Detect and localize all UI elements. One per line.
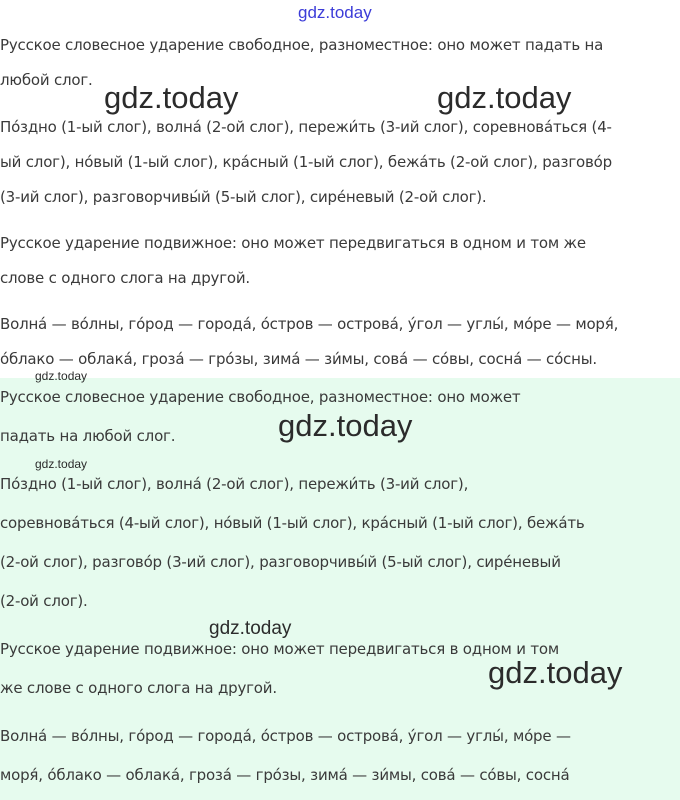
watermark-mid: gdz.today <box>278 408 413 443</box>
watermark-bottom-right: gdz.today <box>488 655 623 690</box>
answer-p2-line1: По́здно (1-ый слог), волна́ (2-ой слог), пережи́ть (3-ий слог), <box>0 475 469 493</box>
answer-p4-line1: Волна́ — во́лны, го́род — города́, о́стров — острова́, у́гол — углы́, мо́ре — <box>0 727 571 745</box>
answer-p1-line2: падать на любой слог. <box>0 427 176 445</box>
question-p2-line2: ый слог), но́вый (1-ый слог), кра́сный (1-ый слог), бежа́ть (2-ой слог), разгово́р <box>0 153 612 171</box>
question-p1-line2: любой слог. <box>0 71 93 89</box>
watermark-small-2: gdz.today <box>35 457 88 471</box>
watermark-left: gdz.today <box>104 80 239 115</box>
question-p1-line1: Русское словесное ударение свободное, разноместное: оно может падать на <box>0 36 604 54</box>
answer-p2-line4: (2-ой слог). <box>0 592 88 610</box>
question-p2-line1: По́здно (1-ый слог), волна́ (2-ой слог), пережи́ть (3-ий слог), соревнова́ться (4- <box>0 118 612 136</box>
watermark-right: gdz.today <box>437 80 572 115</box>
question-p3-line2: слове с одного слога на другой. <box>0 269 250 287</box>
question-p4-line2: о́блако — облака́, гроза́ — гро́зы, зима́ — зи́мы, сова́ — со́вы, сосна́ — со́сны. <box>0 350 597 368</box>
answer-p4-line2: моря́, о́блако — облака́, гроза́ — гро́зы, зима́ — зи́мы, сова́ — со́вы, сосна́ <box>0 766 570 784</box>
answer-p1-line1: Русское словесное ударение свободное, разноместное: оно может <box>0 388 521 406</box>
watermark-small-1: gdz.today <box>35 369 88 383</box>
watermark-medium: gdz.today <box>209 618 292 639</box>
answer-p3-line1: Русское ударение подвижное: оно может передвигаться в одном и том <box>0 640 559 658</box>
question-p4-line1: Волна́ — во́лны, го́род — города́, о́стров — острова́, у́гол — углы́, мо́ре — моря́, <box>0 315 619 333</box>
answer-p2-line3: (2-ой слог), разгово́р (3-ий слог), разговорчивы́й (5-ый слог), сире́невый <box>0 553 561 571</box>
answer-p2-line2: соревнова́ться (4-ый слог), но́вый (1-ый слог), кра́сный (1-ый слог), бежа́ть <box>0 514 585 532</box>
question-p3-line1: Русское ударение подвижное: оно может передвигаться в одном и том же <box>0 234 586 252</box>
watermark-top: gdz.today <box>298 3 372 22</box>
answer-p3-line2: же слове с одного слога на другой. <box>0 679 277 697</box>
question-p2-line3: (3-ий слог), разговорчивы́й (5-ый слог), сире́невый (2-ой слог). <box>0 188 487 206</box>
